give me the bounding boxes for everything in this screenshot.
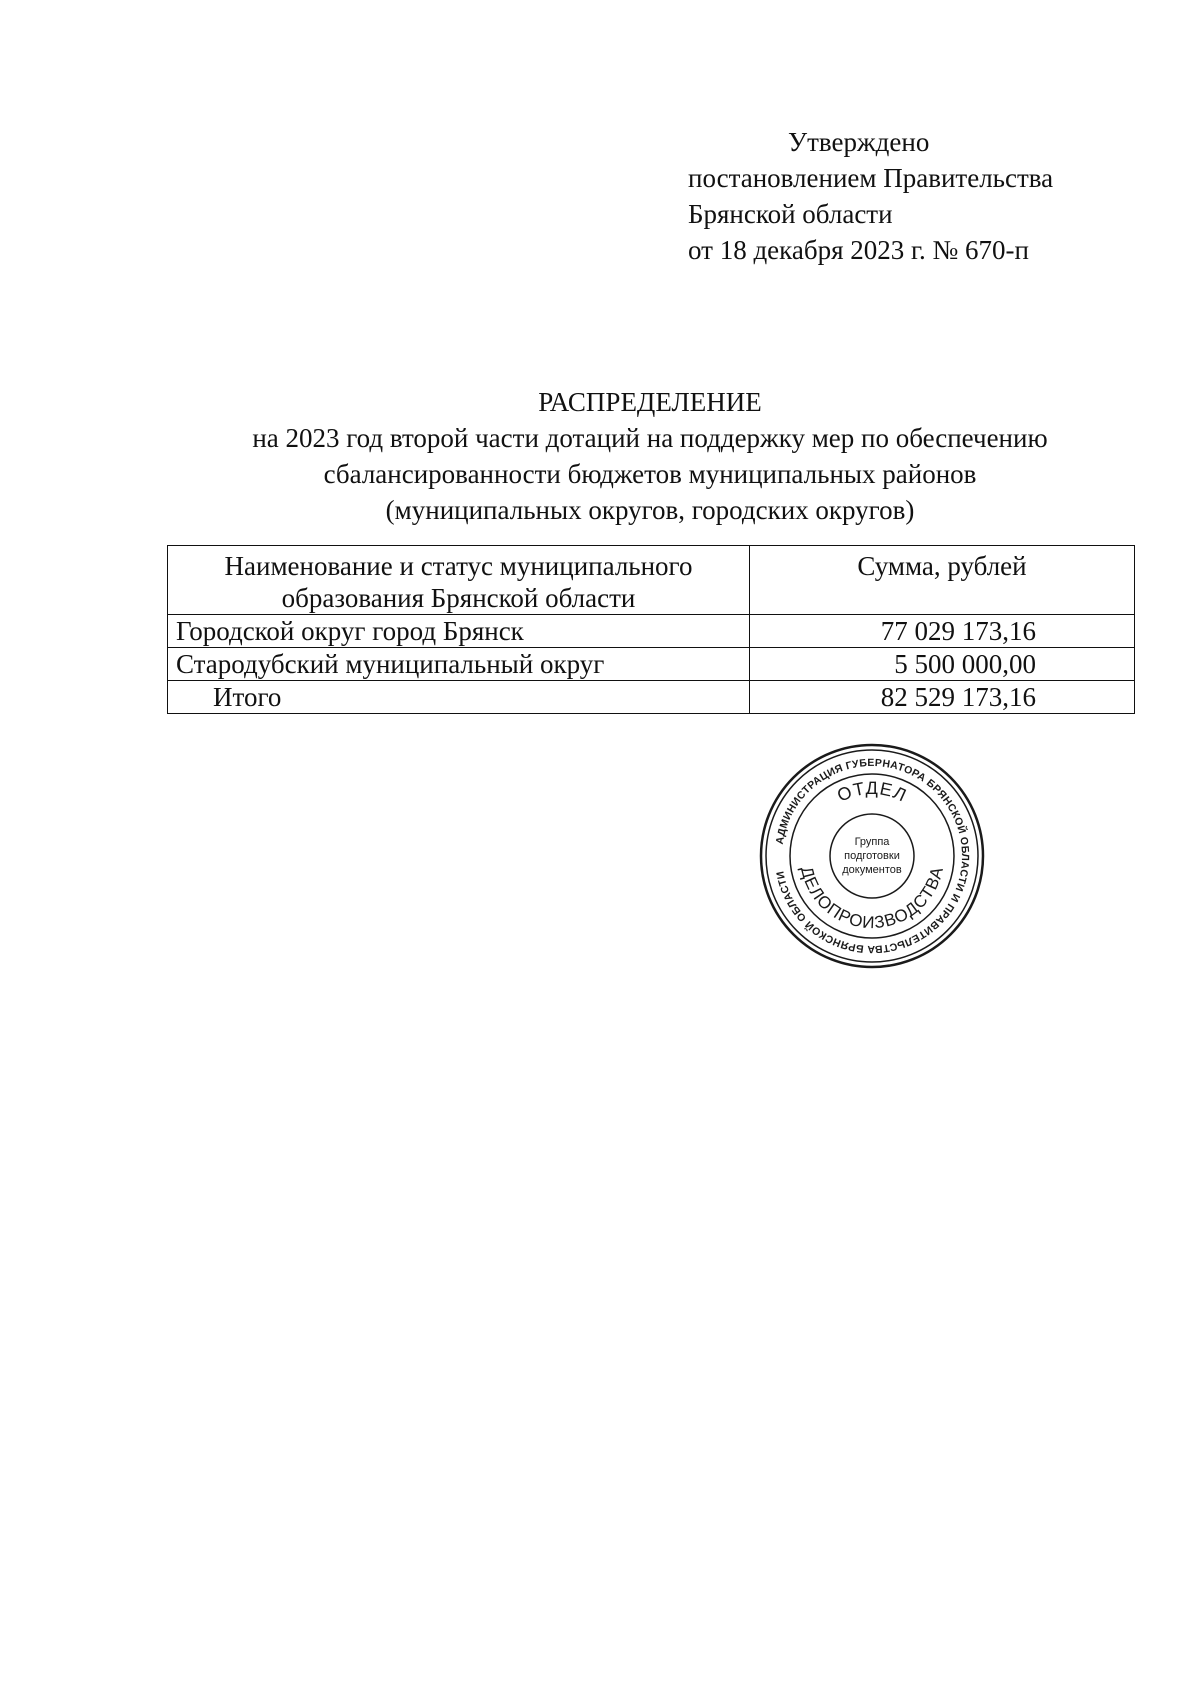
heading-line-3: (муниципальных округов, городских округов) [385,495,915,525]
total-row [168,681,1135,714]
heading-title: РАСПРЕДЕЛЕНИЕ [538,387,762,417]
official-stamp [758,742,986,970]
row-name: Стародубский муниципальный округ [168,648,750,681]
stamp-center-line-2: подготовки [844,850,900,862]
header-name: Наименование и статус муниципального образования Брянской области [168,546,750,615]
approval-line-2: постановлением Правительства [688,163,1054,193]
row-sum: 77 029 173,16 [750,615,1135,648]
stamp-center-line-1: Группа [854,836,890,848]
stamp-outer-text: АДМИНИСТРАЦИЯ ГУБЕРНАТОРА БРЯНСКОЙ ОБЛАСТИ И ПРАВИТЕЛЬСТВА БРЯНСКОЙ ОБЛАСТИ [773,756,972,956]
stamp-inner-top-text: ОТДЕЛ [834,777,910,806]
total-sum: 82 529 173,16 [750,681,1135,714]
table-row [168,615,1135,648]
approval-block [688,124,1053,268]
heading-line-1: на 2023 год второй части дотаций на поддержку мер по обеспечению [252,423,1048,453]
approval-line-3: Брянской области [688,199,893,229]
heading-line-2: сбалансированности бюджетов муниципальных районов [323,459,977,489]
row-name: Городской округ город Брянск [168,615,750,648]
row-sum: 5 500 000,00 [750,648,1135,681]
stamp-center-line-3: документов [842,864,902,876]
table-row [168,648,1135,681]
document-heading [160,384,1140,528]
approval-line-1: Утверждено [788,127,930,157]
header-sum: Сумма, рублей [750,546,1135,615]
distribution-table [167,545,1135,714]
stamp-inner-bottom-text: ДЕЛОПРОИЗВОДСТВА [796,864,948,933]
total-label: Итого [168,681,750,714]
table-header-row [168,546,1135,615]
approval-line-4: от 18 декабря 2023 г. № 670-п [688,235,1029,265]
